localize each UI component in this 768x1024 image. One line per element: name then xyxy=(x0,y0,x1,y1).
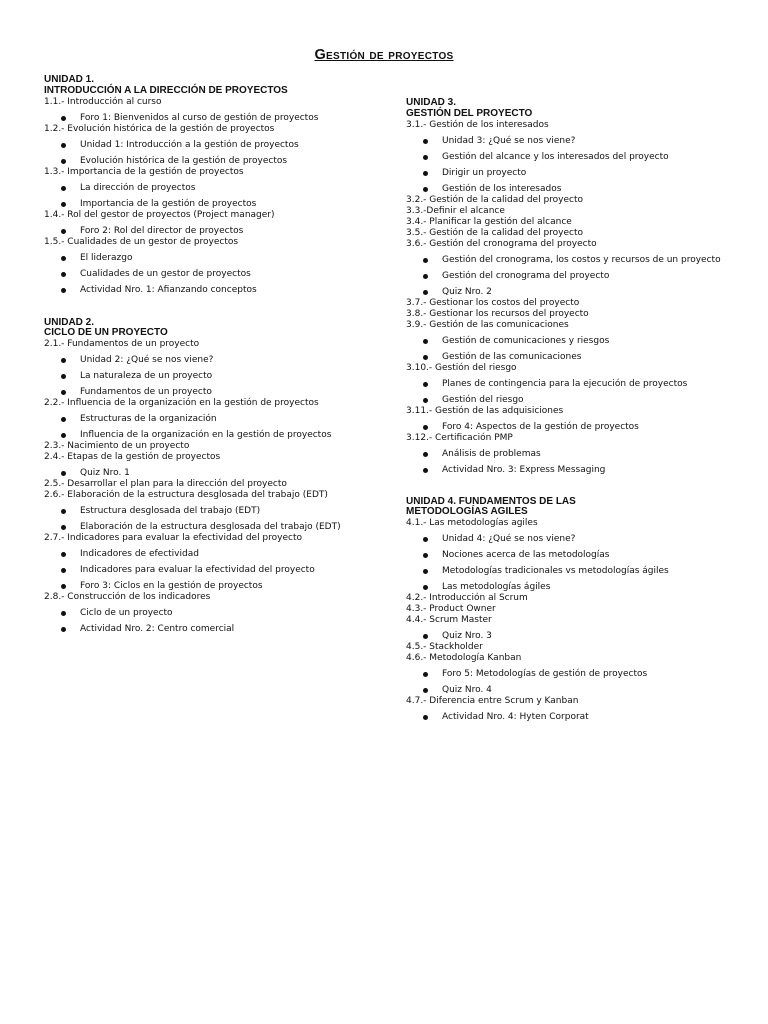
list-item-text: Análisis de problemas xyxy=(442,448,541,459)
bullet-icon xyxy=(61,584,66,589)
topic-label: 3.9.- Gestión de las comunicaciones xyxy=(406,319,569,330)
list-item xyxy=(44,199,374,210)
bullet-icon xyxy=(423,355,428,360)
bullet-icon xyxy=(61,525,66,530)
list-item xyxy=(44,608,374,619)
bullet-icon xyxy=(423,634,428,639)
bullet-icon xyxy=(61,229,66,234)
bullet-icon xyxy=(61,552,66,557)
bullet-icon xyxy=(423,187,428,192)
list-item xyxy=(44,355,374,366)
bullet-icon xyxy=(61,374,66,379)
list-item xyxy=(406,287,736,298)
bullet-icon xyxy=(61,256,66,261)
topic xyxy=(44,592,374,635)
list-item-text: Gestión del alcance y los interesados del proyecto xyxy=(442,151,669,162)
list-item xyxy=(406,336,736,347)
topic-label: 1.3.- Importancia de la gestión de proyectos xyxy=(44,166,244,177)
list-item xyxy=(406,422,736,433)
topic-sublist xyxy=(406,534,736,593)
topic-sublist xyxy=(406,379,736,406)
document-title: Gestión de proyectos xyxy=(314,47,454,63)
topic xyxy=(406,239,736,298)
list-item-text: Fundamentos de un proyecto xyxy=(80,387,212,397)
list-item-text: Cualidades de un gestor de proyectos xyxy=(80,268,251,279)
list-item-text: Ciclo de un proyecto xyxy=(80,608,173,618)
topic-sublist xyxy=(406,631,736,642)
bullet-icon xyxy=(423,452,428,457)
list-item-text: Gestión de los interesados xyxy=(442,183,562,194)
list-item xyxy=(44,285,374,296)
list-item xyxy=(406,631,736,642)
topic xyxy=(406,206,736,217)
topic xyxy=(44,398,374,441)
list-item xyxy=(44,113,374,124)
unit-heading-line: UNIDAD 2. xyxy=(44,316,95,328)
list-item xyxy=(44,371,374,382)
bullet-icon xyxy=(61,186,66,191)
unit-1-section xyxy=(44,75,374,296)
list-item xyxy=(44,387,374,398)
topic-label: 4.2.- Introducción al Scrum xyxy=(406,593,528,603)
bullet-icon xyxy=(423,382,428,387)
topic-label: 4.1.- Las metodologías agiles xyxy=(406,518,538,528)
topic-sublist xyxy=(44,253,374,296)
topic xyxy=(406,195,736,206)
bullet-icon xyxy=(423,290,428,295)
topic-label: 1.1.- Introducción al curso xyxy=(44,96,162,107)
list-item xyxy=(406,669,736,680)
topic xyxy=(406,433,736,476)
topic-sublist xyxy=(44,355,374,398)
list-item-text: Actividad Nro. 3: Express Messaging xyxy=(442,464,606,475)
topic-label: 2.1.- Fundamentos de un proyecto xyxy=(44,339,200,349)
list-item-text: Influencia de la organización en la gestión de proyectos xyxy=(80,430,332,440)
left-column xyxy=(44,75,374,635)
topic xyxy=(406,217,736,228)
list-item-text: Foro 1: Bienvenidos al curso de gestión de proyectos xyxy=(80,112,319,123)
topic-label: 3.7.- Gestionar los costos del proyecto xyxy=(406,297,580,308)
topic xyxy=(44,124,374,167)
topic-sublist xyxy=(44,183,374,210)
unit-heading-line: UNIDAD 4. FUNDAMENTOS DE LAS xyxy=(406,495,576,507)
bullet-icon xyxy=(423,553,428,558)
topic xyxy=(44,533,374,592)
list-item-text: Indicadores de efectividad xyxy=(80,549,199,559)
unit-heading-line: GESTIÓN DEL PROYECTO xyxy=(406,107,533,119)
topic xyxy=(44,441,374,452)
bullet-icon xyxy=(61,390,66,395)
list-item xyxy=(44,253,374,264)
topic-sublist xyxy=(406,336,736,363)
unit-3-section xyxy=(406,98,736,476)
list-item-text: Gestión del riesgo xyxy=(442,394,524,405)
topic-label: 4.3.- Product Owner xyxy=(406,604,496,614)
topic-label: 2.3.- Nacimiento de un proyecto xyxy=(44,441,190,451)
topic xyxy=(44,97,374,124)
bullet-icon xyxy=(61,471,66,476)
topic-label: 1.5.- Cualidades de un gestor de proyectos xyxy=(44,236,239,247)
topic xyxy=(406,518,736,593)
unit-heading xyxy=(406,98,736,119)
list-item-text: Importancia de la gestión de proyectos xyxy=(80,198,257,209)
list-item-text: Estructura desglosada del trabajo (EDT) xyxy=(80,506,261,516)
list-item-text: Actividad Nro. 1: Afianzando conceptos xyxy=(80,284,257,295)
list-item-text: Estructuras de la organización xyxy=(80,414,217,424)
topic-label: 3.3.-Definir el alcance xyxy=(406,205,505,216)
list-item-text: Quiz Nro. 1 xyxy=(80,468,130,478)
topic-sublist xyxy=(406,255,736,298)
list-item xyxy=(406,352,736,363)
list-item xyxy=(44,430,374,441)
topic-label: 3.6.- Gestión del cronograma del proyecto xyxy=(406,238,597,249)
bullet-icon xyxy=(61,116,66,121)
bullet-icon xyxy=(423,425,428,430)
topic-label: 4.6.- Metodología Kanban xyxy=(406,653,522,663)
list-item-text: Nociones acerca de las metodologías xyxy=(442,550,610,560)
topic-sublist xyxy=(44,549,374,592)
list-item xyxy=(44,624,374,635)
bullet-icon xyxy=(61,417,66,422)
bullet-icon xyxy=(61,358,66,363)
list-item xyxy=(44,140,374,151)
topic xyxy=(406,309,736,320)
bullet-icon xyxy=(423,537,428,542)
list-item xyxy=(44,581,374,592)
topic-sublist xyxy=(406,449,736,476)
topic xyxy=(406,228,736,239)
topic xyxy=(406,696,736,723)
unit-4-section xyxy=(406,497,736,724)
topic-label: 3.5.- Gestión de la calidad del proyecto xyxy=(406,227,584,238)
topic-label: 3.8.- Gestionar los recursos del proyecto xyxy=(406,308,589,319)
topic xyxy=(44,479,374,490)
topic-sublist xyxy=(44,140,374,167)
unit-heading-line: INTRODUCCIÓN A LA DIRECCIÓN DE PROYECTOS xyxy=(44,84,288,96)
topic xyxy=(406,642,736,653)
topic xyxy=(406,406,736,433)
list-item-text: Quiz Nro. 4 xyxy=(442,685,492,695)
list-item-text: Indicadores para evaluar la efectividad del proyecto xyxy=(80,565,315,575)
list-item-text: Foro 4: Aspectos de la gestión de proyectos xyxy=(442,421,639,432)
list-item xyxy=(406,712,736,723)
topic-sublist xyxy=(406,136,736,195)
bullet-icon xyxy=(423,398,428,403)
list-item xyxy=(44,269,374,280)
topic-sublist xyxy=(44,226,374,237)
list-item-text: Foro 3: Ciclos en la gestión de proyectos xyxy=(80,581,263,591)
list-item-text: Evolución histórica de la gestión de proyectos xyxy=(80,155,288,166)
topic-label: 3.1.- Gestión de los interesados xyxy=(406,119,549,130)
list-item-text: Gestión del cronograma, los costos y recursos de un proyecto xyxy=(442,254,721,265)
topic xyxy=(406,604,736,615)
topic xyxy=(406,320,736,363)
bullet-icon xyxy=(61,433,66,438)
topic-sublist xyxy=(44,506,374,533)
list-item xyxy=(406,449,736,460)
topic xyxy=(406,363,736,406)
list-item xyxy=(44,468,374,479)
topic xyxy=(406,593,736,604)
topic xyxy=(44,210,374,237)
bullet-icon xyxy=(61,143,66,148)
topic-label: 2.7.- Indicadores para evaluar la efectividad del proyecto xyxy=(44,533,302,543)
unit-heading xyxy=(44,75,374,96)
bullet-icon xyxy=(423,672,428,677)
list-item xyxy=(406,465,736,476)
list-item xyxy=(406,255,736,266)
list-item xyxy=(406,550,736,561)
list-item xyxy=(406,566,736,577)
bullet-icon xyxy=(61,509,66,514)
bullet-icon xyxy=(61,568,66,573)
topic-label: 2.5.- Desarrollar el plan para la dirección del proyecto xyxy=(44,479,287,489)
topic-sublist xyxy=(406,669,736,696)
bullet-icon xyxy=(61,288,66,293)
bullet-icon xyxy=(423,339,428,344)
topic xyxy=(406,120,736,195)
list-item-text: La dirección de proyectos xyxy=(80,182,196,193)
bullet-icon xyxy=(423,139,428,144)
list-item-text: Foro 2: Rol del director de proyectos xyxy=(80,225,244,236)
bullet-icon xyxy=(423,274,428,279)
list-item-text: Unidad 2: ¿Qué se nos viene? xyxy=(80,355,214,365)
topic-label: 1.2.- Evolución histórica de la gestión de proyectos xyxy=(44,123,275,134)
bullet-icon xyxy=(423,585,428,590)
list-item-text: Actividad Nro. 4: Hyten Corporat xyxy=(442,712,589,722)
topic-sublist xyxy=(406,712,736,723)
unit-heading-line: CICLO DE UN PROYECTO xyxy=(44,327,168,338)
list-item-text: Dirigir un proyecto xyxy=(442,167,527,178)
unit-heading-line: METODOLOGÍAS AGILES xyxy=(406,506,528,517)
list-item xyxy=(44,549,374,560)
topic-label: 3.12.- Certificación PMP xyxy=(406,432,513,443)
list-item xyxy=(406,685,736,696)
bullet-icon xyxy=(423,688,428,693)
topic-label: 2.6.- Elaboración de la estructura desglosada del trabajo (EDT) xyxy=(44,490,328,500)
list-item xyxy=(406,168,736,179)
bullet-icon xyxy=(61,627,66,632)
list-item xyxy=(44,226,374,237)
topic-sublist xyxy=(44,113,374,124)
list-item xyxy=(406,184,736,195)
topic-label: 1.4.- Rol del gestor de proyectos (Project manager) xyxy=(44,209,275,220)
topic-sublist xyxy=(44,468,374,479)
topic xyxy=(406,298,736,309)
bullet-icon xyxy=(423,569,428,574)
list-item-text: Unidad 4: ¿Qué se nos viene? xyxy=(442,534,576,544)
list-item-text: La naturaleza de un proyecto xyxy=(80,371,213,381)
list-item xyxy=(406,271,736,282)
list-item-text: Actividad Nro. 2: Centro comercial xyxy=(80,624,235,634)
list-item-text: Unidad 3: ¿Qué se nos viene? xyxy=(442,135,576,146)
topic-label: 4.5.- Stackholder xyxy=(406,642,483,652)
topic xyxy=(44,452,374,479)
list-item-text: Unidad 1: Introducción a la gestión de proyectos xyxy=(80,139,299,150)
topic xyxy=(44,490,374,533)
topic xyxy=(406,653,736,696)
bullet-icon xyxy=(423,258,428,263)
list-item xyxy=(406,152,736,163)
list-item-text: Planes de contingencia para la ejecución de proyectos xyxy=(442,378,688,389)
list-item xyxy=(406,136,736,147)
list-item xyxy=(406,582,736,593)
topic xyxy=(44,167,374,210)
unit-heading xyxy=(44,318,374,339)
list-item-text: Gestión de las comunicaciones xyxy=(442,351,582,362)
list-item xyxy=(406,395,736,406)
topic-label: 4.7.- Diferencia entre Scrum y Kanban xyxy=(406,696,579,706)
list-item-text: Quiz Nro. 2 xyxy=(442,286,492,297)
list-item xyxy=(406,379,736,390)
list-item xyxy=(44,156,374,167)
bullet-icon xyxy=(423,715,428,720)
list-item-text: Elaboración de la estructura desglosada del trabajo (EDT) xyxy=(80,522,341,532)
topic-label: 3.4.- Planificar la gestión del alcance xyxy=(406,216,572,227)
list-item xyxy=(44,565,374,576)
bullet-icon xyxy=(423,155,428,160)
topic xyxy=(44,339,374,398)
unit-heading xyxy=(406,497,736,518)
topic xyxy=(406,615,736,642)
list-item-text: Gestión del cronograma del proyecto xyxy=(442,270,610,281)
list-item-text: Las metodologías ágiles xyxy=(442,582,551,592)
bullet-icon xyxy=(423,468,428,473)
topic-label: 2.8.- Construcción de los indicadores xyxy=(44,592,211,602)
bullet-icon xyxy=(61,611,66,616)
topic-sublist xyxy=(406,422,736,433)
list-item xyxy=(44,522,374,533)
list-item xyxy=(44,183,374,194)
bullet-icon xyxy=(61,159,66,164)
unit-2-section xyxy=(44,318,374,636)
right-column xyxy=(406,98,736,723)
list-item-text: Gestión de comunicaciones y riesgos xyxy=(442,335,610,346)
unit-heading-line: UNIDAD 3. xyxy=(406,97,457,108)
bullet-icon xyxy=(61,202,66,207)
topic-label: 3.11.- Gestión de las adquisiciones xyxy=(406,405,564,416)
topic-label: 3.2.- Gestión de la calidad del proyecto xyxy=(406,194,584,205)
topic-label: 2.2.- Influencia de la organización en la gestión de proyectos xyxy=(44,398,319,408)
unit-heading-line: UNIDAD 1. xyxy=(44,74,95,85)
list-item-text: Metodologías tradicionales vs metodologías ágiles xyxy=(442,566,669,576)
list-item-text: Foro 5: Metodologías de gestión de proyectos xyxy=(442,669,648,679)
topic-sublist xyxy=(44,414,374,441)
list-item xyxy=(406,534,736,545)
topic-label: 4.4.- Scrum Master xyxy=(406,615,492,625)
topic-sublist xyxy=(44,608,374,635)
bullet-icon xyxy=(61,272,66,277)
list-item-text: Quiz Nro. 3 xyxy=(442,631,492,641)
list-item-text: El liderazgo xyxy=(80,252,133,263)
bullet-icon xyxy=(423,171,428,176)
list-item xyxy=(44,414,374,425)
list-item xyxy=(44,506,374,517)
topic xyxy=(44,237,374,296)
topic-label: 2.4.- Etapas de la gestión de proyectos xyxy=(44,452,221,462)
topic-label: 3.10.- Gestión del riesgo xyxy=(406,362,517,373)
